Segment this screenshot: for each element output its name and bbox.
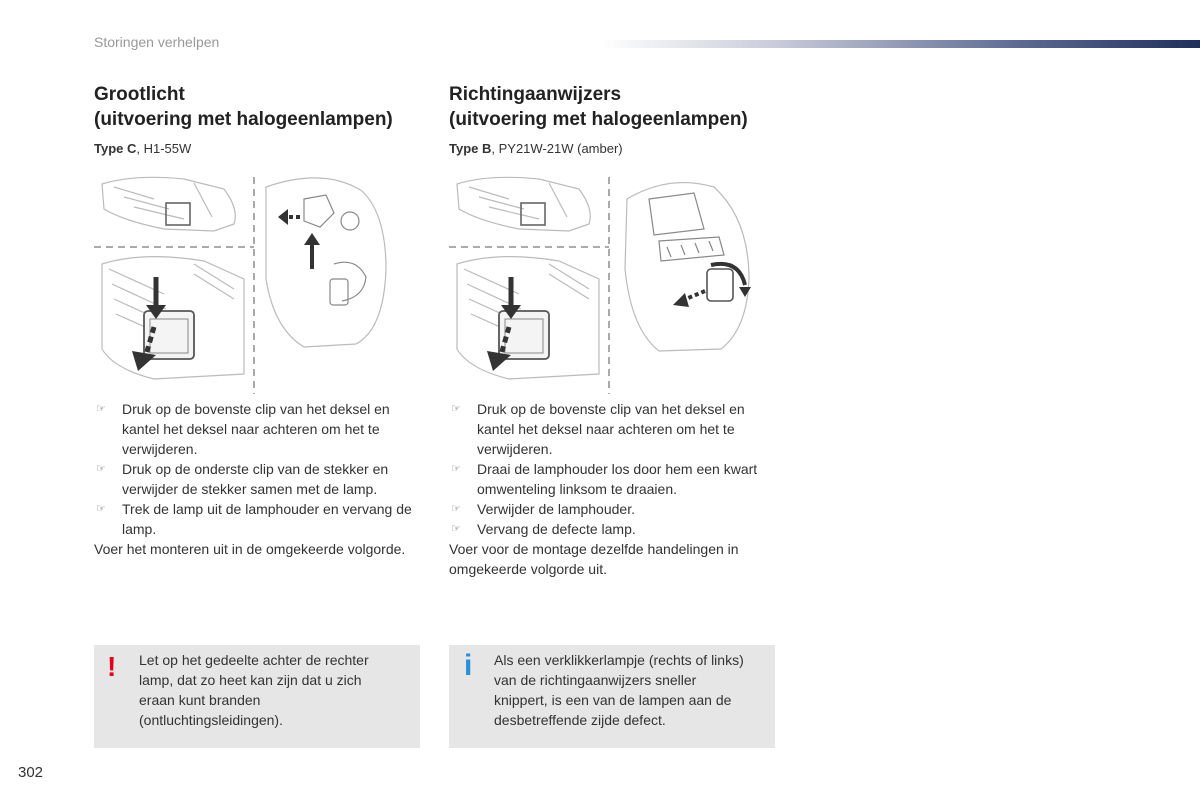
pointing-hand-icon: ☞ [96,463,106,475]
turn-signal-illustration [449,169,749,399]
turn-signal-outro: Voer voor de montage dezelfde handelingen in omgekeerde volgorde uit. [449,541,739,577]
header-gradient-bar [600,40,1200,48]
turn-signal-steps [449,399,779,539]
list-item: ☞ Verwijder de lamphouder. [451,501,635,517]
high-beam-illustration [94,169,394,399]
high-beam-title: Grootlicht (uitvoering met halogeenlampen) [94,84,393,130]
turn-signal-title: Richtingaanwijzers (uitvoering met halogeenlampen) [449,84,748,130]
headlamp-diagram [94,169,394,399]
list-item: ☞ Druk op de onderste clip van de stekker en verwijder de stekker samen met de lamp. [96,461,389,497]
pointing-hand-icon: ☞ [96,403,106,415]
section-header: Storingen verhelpen [94,34,220,50]
list-item: ☞ Draai de lamphouder los door hem een kwart omwenteling linksom te draaien. [451,461,758,497]
high-beam-type: Type C, H1-55W [94,141,192,156]
turn-signal-diagram [449,169,779,399]
turn-signal-type: Type B, PY21W-21W (amber) [449,141,623,156]
info-icon: i [464,649,473,682]
list-item: ☞ Druk op de bovenste clip van het deksel en kantel het deksel naar achteren om het te verwijderen. [96,401,390,457]
pointing-hand-icon: ☞ [451,523,461,535]
info-box [449,645,775,748]
pointing-hand-icon: ☞ [451,463,461,475]
page-number: 302 [18,764,44,781]
pointing-hand-icon: ☞ [96,503,106,515]
high-beam-steps [94,399,424,539]
high-beam-section [94,82,424,559]
high-beam-outro: Voer het monteren uit in de omgekeerde volgorde. [94,541,406,557]
pointing-hand-icon: ☞ [451,503,461,515]
list-item: ☞ Trek de lamp uit de lamphouder en vervang de lamp. [96,501,412,537]
warning-text: Let op het gedeelte achter de rechter lamp, dat zo heet kan zijn dat u zich eraan kunt branden (ontluchtingsleidingen). [139,652,369,728]
info-text: Als een verklikkerlampje (rechts of links) van de richtingaanwijzers sneller knippert, is een van de lampen aan de desbetreffende zijde defect. [494,652,744,728]
cover-shape [144,311,194,359]
warning-box [94,645,420,748]
list-item: ☞ Druk op de bovenste clip van het deksel en kantel het deksel naar achteren om het te verwijderen. [451,401,745,457]
pointing-hand-icon: ☞ [451,403,461,415]
warning-icon: ! [107,651,117,682]
turn-signal-section [449,82,779,579]
list-item: ☞ Vervang de defecte lamp. [451,521,636,537]
